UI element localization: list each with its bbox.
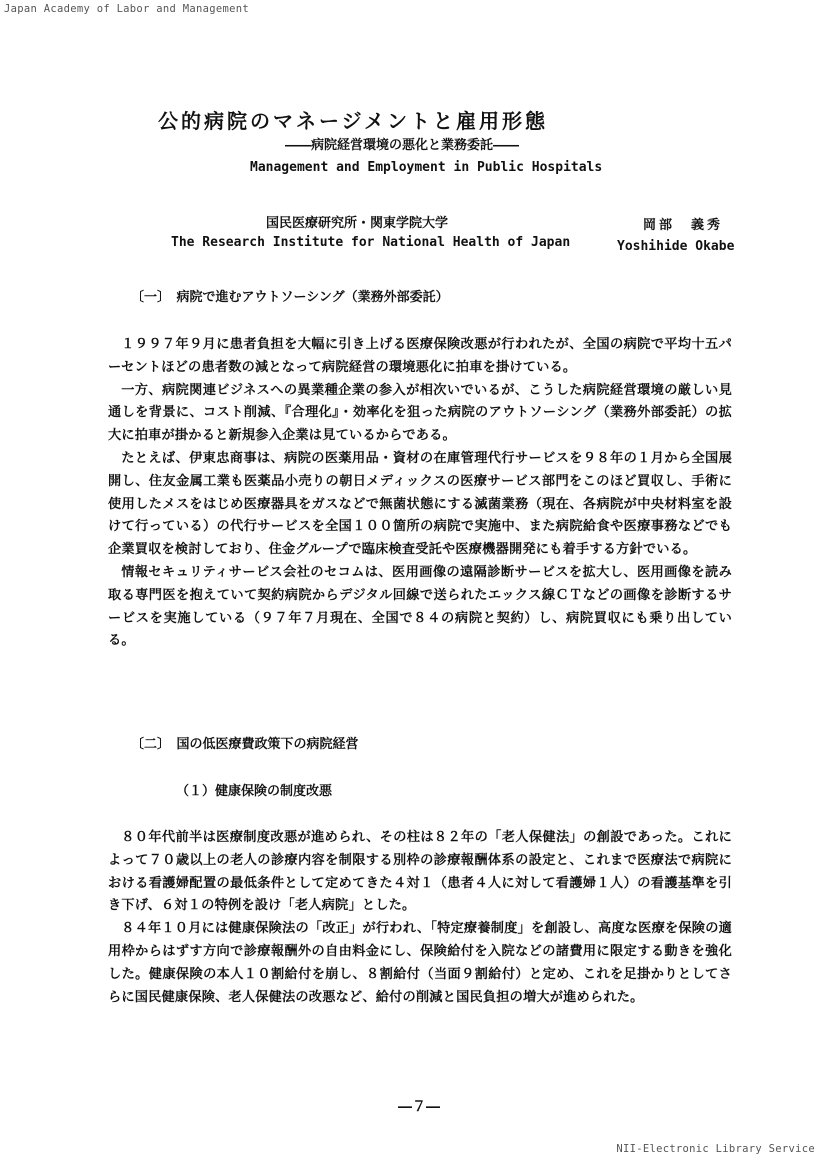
page-number: ―７― [398,1099,440,1115]
paper-subtitle: ――病院経営環境の悪化と業務委託―― [285,138,520,153]
source-header: Japan Academy of Labor and Management [4,3,249,15]
author-name-english: Yoshihide Okabe [617,239,735,254]
section-heading-2: 〔二〕 国の低医療費政策下の病院経営 [131,737,359,752]
paragraph: １９９７年９月に患者負担を大幅に引き上げる医療保険改悪が行われたが、全国の病院で平均十五パーセントほどの患者数の減となって病院経営の環境悪化に拍車を掛けている。 [108,337,732,375]
paper-title-english: Management and Employment in Public Hospitals [250,160,603,175]
section-1-body [108,334,732,653]
paragraph: 情報セキュリティサービス会社のセコムは、医用画像の遠隔診断サービスを拡大し、医用画像を読み取る専門医を抱えていて契約病院からデジタル回線で送られたエックス線ＣＴなどの画像を診断するサービスを実施している（９７年７月現在、全国で８４の病院と契約）し、病院買収にも乗り出している。 [108,564,732,649]
library-footer: NII-Electronic Library Service [616,1143,815,1155]
paragraph: 一方、病院関連ビジネスへの異業種企業の参入が相次いでいるが、こうした病院経営環境の厳しい見通しを背景に、コスト削減、『合理化』・効率化を狙った病院のアウトソーシング（業務外部委託）の拡大に拍車が掛かると新規参入企業は見ているからである。 [108,382,732,444]
section-heading-1: 〔一〕 病院で進むアウトソーシング（業務外部委託） [131,290,449,305]
paragraph: ８０年代前半は医療制度改悪が進められ、その柱は８２年の「老人保健法」の創設であった。これによって７０歳以上の老人の診療内容を制限する別枠の診療報酬体系の設定と、これまで医療法で病院における看護婦配置の最低条件として定めてきた４対１（患者４人に対して看護婦１人）の看護基準を引き下げ、６対１の特例を設け「老人病院」とした。 [108,830,732,914]
section-2-body [108,827,732,1009]
author-affiliation-english: The Research Institute for National Health of Japan [171,235,571,250]
paragraph: たとえば、伊東忠商事は、病院の医薬用品・資材の在庫管理代行サービスを９８年の１月から全国展開し、住友金属工業も医薬品小売りの朝日メディックスの医療サービス部門をこのほど買収し、手術に使用したメスをはじめ医療器具をガスなどで無菌状態にする滅菌業務（現在、各病院が中央材料室を設けて行っている）の代行サービスを全国１００箇所の病院で実施中、また病院給食や医療事務などでも企業買収を検討しており、住金グループで臨床検査受託や医療機器開発にも着手する方針でいる。 [108,450,732,558]
author-affiliation: 国民医療研究所・関東学院大学 [266,216,449,231]
subsection-heading: （１）健康保険の制度改悪 [176,784,333,799]
paper-title: 公的病院のマネージメントと雇用形態 [158,109,548,133]
author-name: 岡部 義秀 [643,218,724,233]
paragraph: ８４年１０月には健康保険法の「改正」が行われ、「特定療養制度」を創設し、高度な医療を保険の適用枠からはずす方向で診療報酬外の自由料金にし、保険給付を入院などの諸費用に限定する動きを強化した。健康保険の本人１０割給付を崩し、８割給付（当面９割給付）と定め、これを足掛かりとしてさらに国民健康保険、老人保健法の改悪など、給付の削減と国民負担の増大が進められた。 [108,921,732,1005]
